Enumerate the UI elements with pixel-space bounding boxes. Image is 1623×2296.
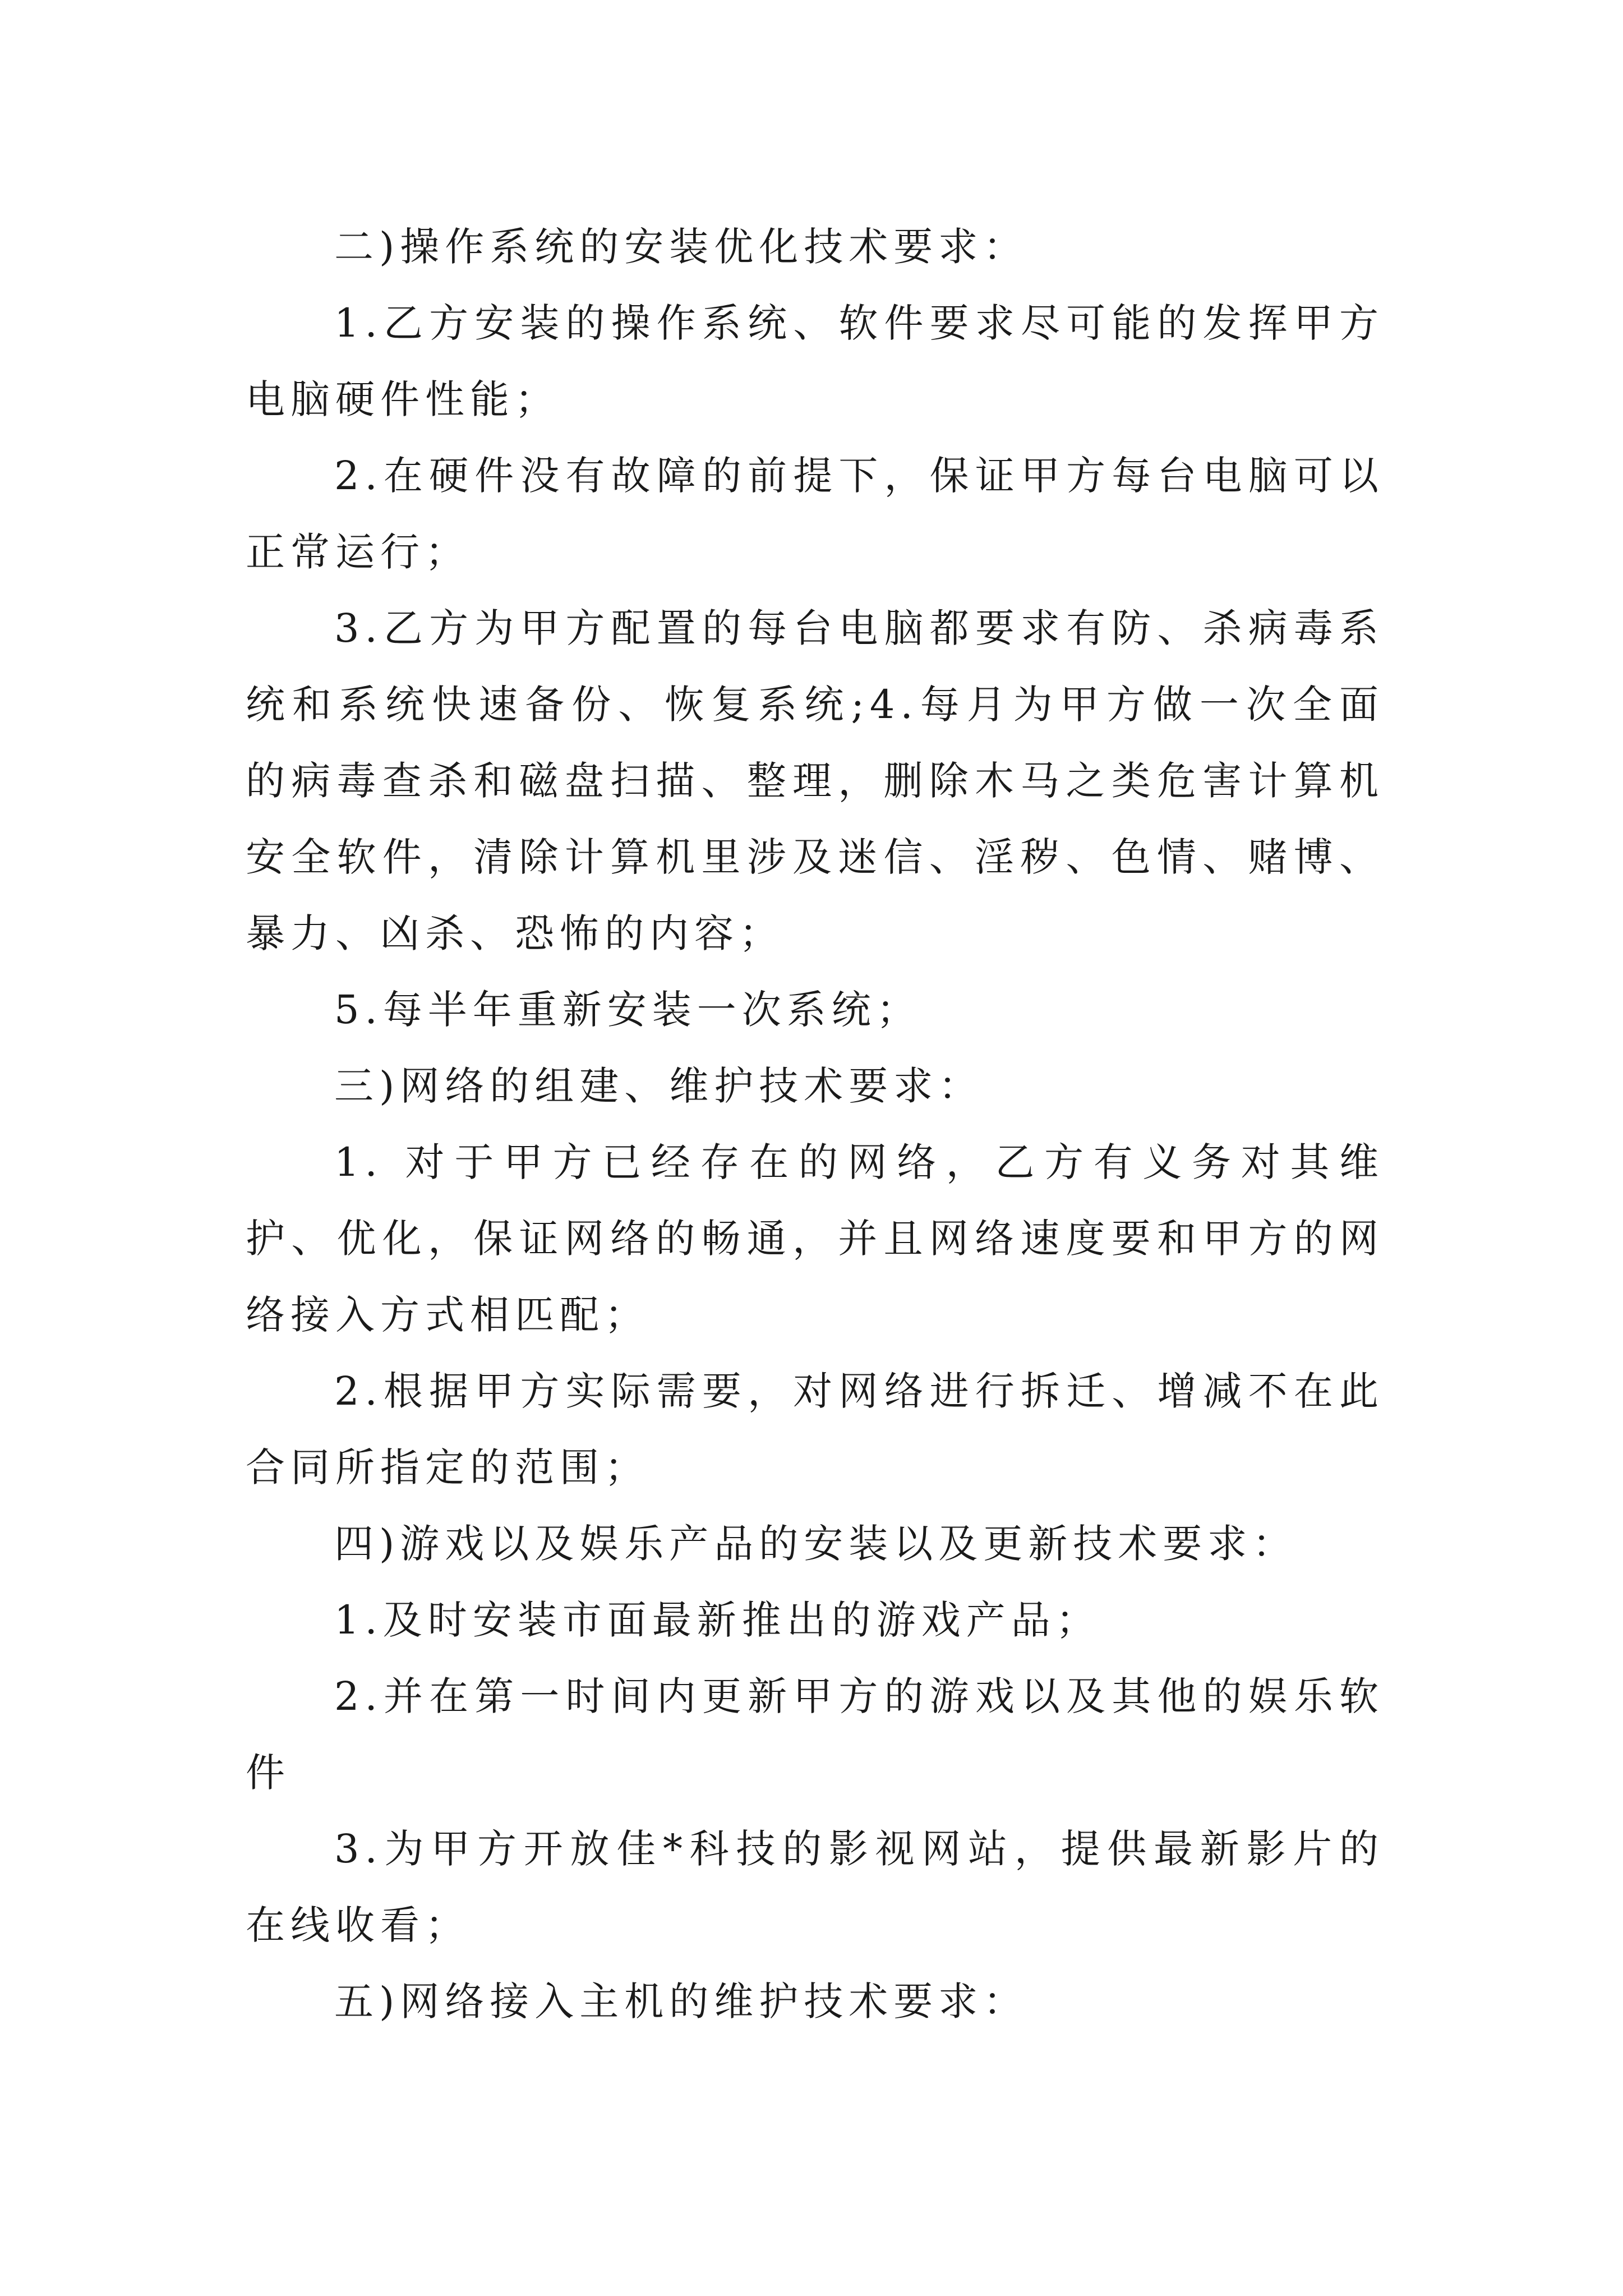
- section-heading-os-optimization: 二)操作系统的安装优化技术要求：: [334, 224, 1029, 270]
- section-heading-host-maintenance: 五)网络接入主机的维护技术要求：: [334, 1978, 1029, 2024]
- document-body: [246, 209, 1384, 2040]
- section-heading-network-maintenance: 三)网络的组建、维护技术要求：: [334, 1063, 984, 1109]
- paragraph-os-item-5: 5.每半年重新安装一次系统；: [334, 987, 921, 1033]
- paragraph-network-item-2: 2.根据甲方实际需要，对网络进行拆迁、增减不在此合同所指定的范围；: [246, 1368, 1384, 1490]
- paragraph-os-item-1: 1.乙方安装的操作系统、软件要求尽可能的发挥甲方电脑硬件性能；: [246, 300, 1384, 422]
- paragraph-games-item-2: 2.并在第一时间内更新甲方的游戏以及其他的娱乐软件: [246, 1673, 1384, 1796]
- paragraph-os-item-2: 2.在硬件没有故障的前提下，保证甲方每台电脑可以正常运行；: [246, 453, 1384, 575]
- paragraph-os-item-3-4: 3.乙方为甲方配置的每台电脑都要求有防、杀病毒系统和系统快速备份、恢复系统;4.每月为甲方做一次全面的病毒查杀和磁盘扫描、整理，删除木马之类危害计算机安全软件，清除计算机里涉及迷信、淫秽、色情、赌博、暴力、凶杀、恐怖的内容；: [246, 605, 1384, 956]
- paragraph-games-item-1: 1.及时安装市面最新推出的游戏产品；: [334, 1597, 1101, 1643]
- section-heading-games-entertainment: 四)游戏以及娱乐产品的安装以及更新技术要求：: [334, 1521, 1298, 1567]
- paragraph-network-item-1: 1. 对于甲方已经存在的网络，乙方有义务对其维护、优化，保证网络的畅通，并且网络速度要和甲方的网络接入方式相匹配；: [246, 1139, 1384, 1338]
- paragraph-games-item-3: 3.为甲方开放佳*科技的影视网站，提供最新影片的在线收看；: [246, 1826, 1384, 1948]
